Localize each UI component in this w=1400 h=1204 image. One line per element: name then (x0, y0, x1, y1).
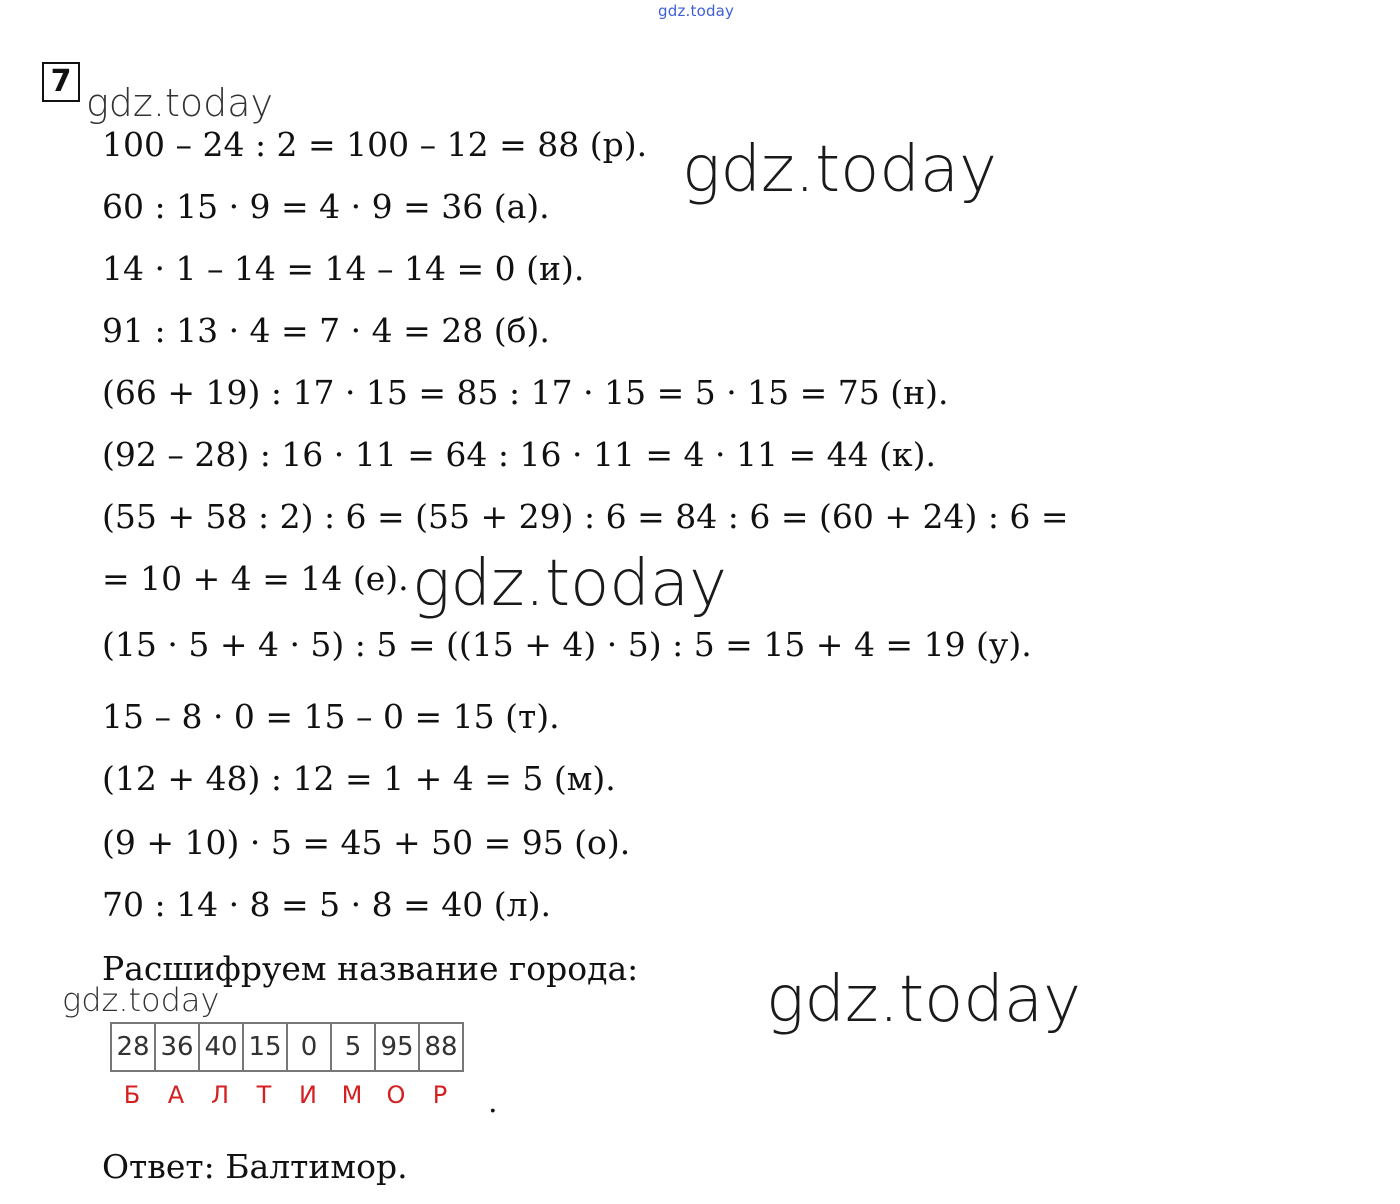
watermark: gdz.today (766, 963, 1081, 1037)
equation-line: 14 · 1 – 14 = 14 – 14 = 0 (и). (102, 249, 585, 288)
watermark-top: gdz.today (658, 2, 735, 20)
cipher-letters (110, 1078, 462, 1112)
cipher-letter: М (341, 1081, 363, 1109)
cipher-letter: Б (123, 1081, 141, 1109)
watermark: gdz.today (62, 981, 220, 1019)
cipher-cell: 95 (376, 1024, 420, 1070)
equation-line: (15 · 5 + 4 · 5) : 5 = ((15 + 4) · 5) : 5 = 15 + 4 = 19 (у). (102, 625, 1032, 664)
equation-line: 60 : 15 · 9 = 4 · 9 = 36 (а). (102, 187, 550, 226)
cipher-letter: А (167, 1081, 185, 1109)
cipher-cell: 88 (420, 1024, 464, 1070)
equation-line: (66 + 19) : 17 · 15 = 85 : 17 · 15 = 5 · 15 = 75 (н). (102, 373, 949, 412)
cipher-letter: И (299, 1081, 317, 1109)
cipher-cell: 40 (200, 1024, 244, 1070)
cipher-cell: 36 (156, 1024, 200, 1070)
cipher-letter: Л (210, 1081, 230, 1109)
cipher-cell: 15 (244, 1024, 288, 1070)
trailing-dot: . (488, 1085, 498, 1120)
watermark: gdz.today (412, 547, 727, 621)
watermark: gdz.today (682, 133, 997, 207)
cipher-cell: 28 (112, 1024, 156, 1070)
equation-line: (12 + 48) : 12 = 1 + 4 = 5 (м). (102, 759, 616, 798)
task-number: 7 (42, 62, 80, 102)
cipher-letter: Т (256, 1081, 272, 1109)
equation-line: 100 – 24 : 2 = 100 – 12 = 88 (р). (102, 125, 648, 164)
equation-line: = 10 + 4 = 14 (е). (102, 559, 409, 598)
equation-line: 15 – 8 · 0 = 15 – 0 = 15 (т). (102, 697, 560, 736)
equation-line: (9 + 10) · 5 = 45 + 50 = 95 (о). (102, 823, 631, 862)
cipher-table (110, 1022, 464, 1072)
decode-heading: Расшифруем название города: (102, 949, 639, 988)
equation-line: 91 : 13 · 4 = 7 · 4 = 28 (б). (102, 311, 550, 350)
cipher-cell: 5 (332, 1024, 376, 1070)
cipher-cell: 0 (288, 1024, 332, 1070)
cipher-letter: Р (432, 1081, 448, 1109)
equation-line: 70 : 14 · 8 = 5 · 8 = 40 (л). (102, 885, 551, 924)
equation-line: (92 – 28) : 16 · 11 = 64 : 16 · 11 = 4 · 11 = 44 (к). (102, 435, 936, 474)
equation-line: (55 + 58 : 2) : 6 = (55 + 29) : 6 = 84 : 6 = (60 + 24) : 6 = (102, 497, 1069, 536)
answer-line: Ответ: Балтимор. (102, 1147, 408, 1186)
cipher-letter: О (386, 1081, 406, 1109)
watermark: gdz.today (86, 81, 273, 125)
